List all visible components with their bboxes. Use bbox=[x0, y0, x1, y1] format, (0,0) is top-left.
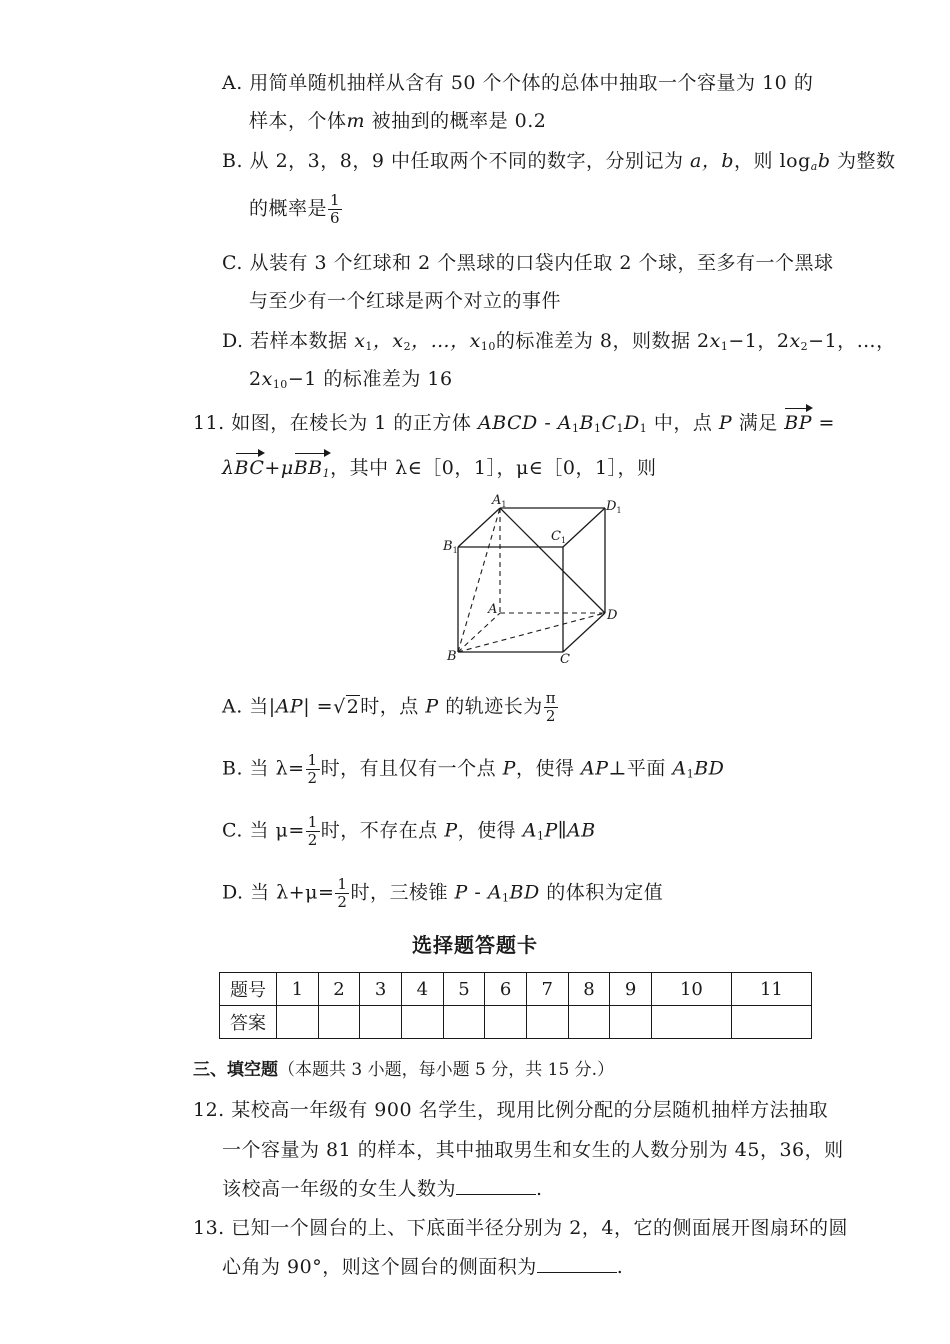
answer-cell[interactable] bbox=[526, 1006, 568, 1039]
fraction-one-half: $\frac{1}{2}$ bbox=[337, 875, 348, 911]
answer-row-header: 答案 bbox=[220, 1006, 277, 1039]
q12-line2: 一个容量为 81 的样本，其中抽取男生和女生的人数分别为 45，36，则 bbox=[222, 1139, 844, 1161]
question-number-cell: 5 bbox=[443, 973, 485, 1006]
cube-figure bbox=[430, 490, 630, 665]
q11-option-a: A. 当|AP| =√2时，点 P 的轨迹长为 $\frac{\pi}{2}$ bbox=[222, 689, 557, 725]
answer-card-answer-row bbox=[220, 1006, 812, 1039]
q10-option-a-line1: A. 用简单随机抽样从含有 50 个个体的总体中抽取一个容量为 10 的 bbox=[222, 72, 814, 94]
diagonal-a1d bbox=[500, 508, 605, 613]
answer-cell[interactable] bbox=[651, 1006, 731, 1039]
q11-stem-line1: 11. 如图，在棱长为 1 的正方体 ABCD - $A_1B_1C_1D_1$ 中，点 P 满足 BP = bbox=[193, 412, 835, 435]
answer-cell[interactable] bbox=[485, 1006, 527, 1039]
vector-bb1: $BB_1$ bbox=[294, 455, 330, 487]
q13-line1: 13. 已知一个圆台的上、下底面半径分别为 2，4，它的侧面展开图扇环的圆 bbox=[193, 1217, 848, 1239]
question-number-cell: 6 bbox=[485, 973, 527, 1006]
label-c: C bbox=[560, 652, 570, 665]
answer-cell[interactable] bbox=[610, 1006, 652, 1039]
label-a: A bbox=[488, 602, 498, 617]
number-row-header: 题号 bbox=[220, 973, 277, 1006]
q10-option-b-line2: 的概率是 $\frac{1}{6}$ bbox=[249, 191, 341, 227]
question-number-cell: 3 bbox=[360, 973, 402, 1006]
answer-cell[interactable] bbox=[318, 1006, 360, 1039]
q12-line1: 12. 某校高一年级有 900 名学生，现用比例分配的分层随机抽样方法抽取 bbox=[193, 1099, 829, 1121]
answer-card-title: 选择题答题卡 bbox=[412, 933, 538, 957]
answer-card-number-row bbox=[220, 973, 812, 1006]
q10-option-c-line2: 与至少有一个红球是两个对立的事件 bbox=[249, 290, 562, 312]
answer-cell[interactable] bbox=[731, 1006, 811, 1039]
q12-answer-blank[interactable] bbox=[456, 1176, 536, 1195]
hidden-diagonal-ba1 bbox=[458, 508, 500, 652]
question-number-cell: 8 bbox=[568, 973, 610, 1006]
q11-stem-line2: λBC+μBB$_1$，其中 λ∈［0，1］，μ∈［0，1］，则 bbox=[222, 455, 657, 487]
answer-cell[interactable] bbox=[568, 1006, 610, 1039]
answer-card-table bbox=[219, 972, 812, 1039]
vector-bc: BC bbox=[234, 457, 265, 479]
q10-option-b-line1: B. 从 2，3，8，9 中任取两个不同的数字，分别记为 a，b，则 $\log_ab$ 为整数 bbox=[222, 150, 896, 173]
q11-option-c: C. 当 μ= $\frac{1}{2}$ 时，不存在点 P，使得 $A_1P\parallel AB$ bbox=[222, 813, 596, 849]
answer-cell[interactable] bbox=[277, 1006, 319, 1039]
q10-option-a-line2: 样本，个体m 被抽到的概率是 0.2 bbox=[249, 110, 547, 132]
fraction-one-half: $\frac{1}{2}$ bbox=[307, 813, 318, 849]
fraction-one-sixth: $\frac{1}{6}$ bbox=[330, 191, 341, 227]
q13-line2: 心角为 90°，则这个圆台的侧面积为 . bbox=[222, 1256, 624, 1278]
section-fill-in-heading: 三、填空题（本题共 3 小题，每小题 5 分，共 15 分.） bbox=[193, 1060, 615, 1080]
question-number-cell: 2 bbox=[318, 973, 360, 1006]
hidden-diagonal-bd bbox=[458, 613, 605, 652]
q11-option-b: B. 当 λ= $\frac{1}{2}$ 时，有且仅有一个点 P，使得 AP⊥平面 $A_1BD$ bbox=[222, 751, 725, 787]
q10-option-d-line2: $2x_{10}-1$ 的标准差为 16 bbox=[249, 368, 453, 391]
answer-cell[interactable] bbox=[443, 1006, 485, 1039]
q11-option-d: D. 当 λ+μ= $\frac{1}{2}$ 时，三棱锥 P - $A_1BD$ 的体积为定值 bbox=[222, 875, 664, 911]
question-number-cell: 4 bbox=[401, 973, 443, 1006]
label-d1: $D_1$ bbox=[606, 499, 622, 515]
label-d: D bbox=[607, 608, 618, 623]
question-number-cell: 7 bbox=[526, 973, 568, 1006]
fraction-pi-over-2: $\frac{\pi}{2}$ bbox=[545, 689, 557, 725]
answer-cell[interactable] bbox=[360, 1006, 402, 1039]
label-b: B bbox=[447, 649, 457, 664]
vector-bp: BP bbox=[784, 412, 813, 434]
edge-b1a1 bbox=[458, 508, 500, 547]
q10-option-d-line1: D. 若样本数据 $x_1$，$x_2$，…，$x_{10}$的标准差为 8，则数据 $2x_1-1$，$2x_2-1$，…， bbox=[222, 330, 896, 353]
sqrt-two: √2 bbox=[333, 695, 360, 718]
q10-option-c-line1: C. 从装有 3 个红球和 2 个黑球的口袋内任取 2 个球，至多有一个黑球 bbox=[222, 252, 834, 274]
question-number-cell: 9 bbox=[610, 973, 652, 1006]
fraction-one-half: $\frac{1}{2}$ bbox=[307, 751, 318, 787]
question-number-cell: 11 bbox=[731, 973, 811, 1006]
label-b1: $B_1$ bbox=[443, 539, 458, 555]
label-c1: $C_1$ bbox=[551, 529, 567, 545]
label-a1: $A_1$ bbox=[492, 493, 507, 509]
question-number-cell: 1 bbox=[277, 973, 319, 1006]
q13-answer-blank[interactable] bbox=[537, 1254, 617, 1273]
answer-cell[interactable] bbox=[401, 1006, 443, 1039]
edge-c1d1 bbox=[563, 508, 605, 547]
q12-line3: 该校高一年级的女生人数为 . bbox=[222, 1178, 543, 1200]
question-number-cell: 10 bbox=[651, 973, 731, 1006]
